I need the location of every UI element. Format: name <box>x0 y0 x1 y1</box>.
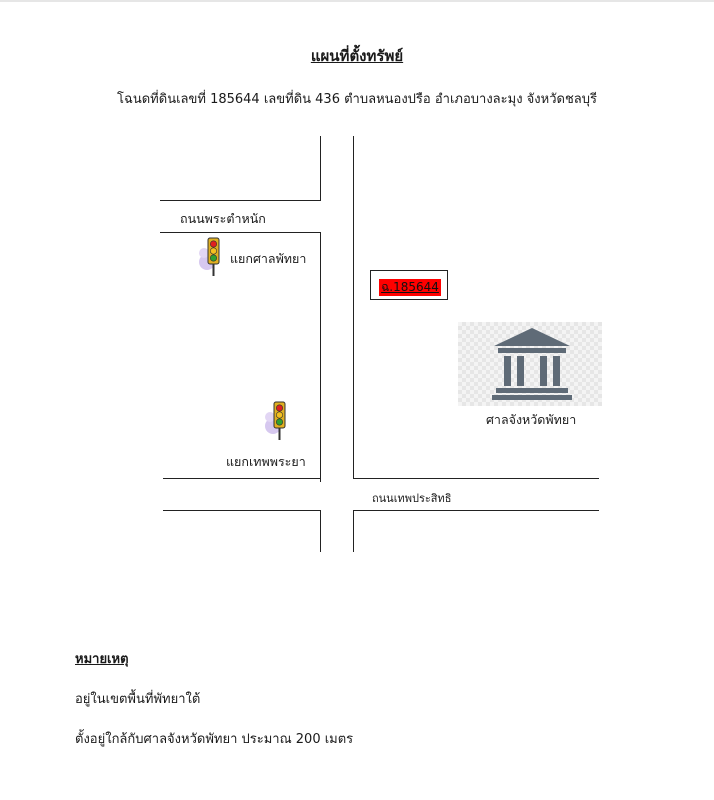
main-road-right-edge-lower <box>353 510 354 552</box>
thep-prasit-road-bottom-left <box>163 510 321 511</box>
deed-description: โฉนดที่ดินเลขที่ 185644 เลขที่ดิน 436 ตำบลหนองปรือ อำเภอบางละมุง จังหวัดชลบุรี <box>117 92 597 107</box>
junction-label-san-pattaya: แยกศาลพัทยา <box>230 251 307 266</box>
junction-label-thep-phraya: แยกเทพพระยา <box>226 454 306 469</box>
traffic-light-icon <box>264 400 294 442</box>
road-label-phra-tamnak: ถนนพระตำหนัก <box>180 211 266 226</box>
main-road-left-edge-upper <box>320 136 321 200</box>
land-plot-label: ฉ.185644 <box>379 279 441 296</box>
thep-prasit-road-bottom-right <box>353 510 599 511</box>
road-label-thep-prasit: ถนนเทพประสิทธิ <box>372 492 452 505</box>
phra-tamnak-road-top-edge <box>160 200 321 201</box>
traffic-light-icon <box>198 236 228 278</box>
phra-tamnak-road-bottom-edge <box>160 232 321 233</box>
main-road-right-edge-upper <box>353 136 354 478</box>
main-road-left-edge-middle <box>320 232 321 482</box>
thep-prasit-road-top-right <box>353 478 599 479</box>
note-line-distance: ตั้งอยู่ใกล้กับศาลจังหวัดพัทยา ประมาณ 200 เมตร <box>75 732 354 747</box>
main-road-left-edge-lower <box>320 510 321 552</box>
thep-prasit-road-top-left <box>163 478 321 479</box>
note-line-location: อยู่ในเขตพื้นที่พัทยาใต้ <box>75 692 201 707</box>
land-plot-marker <box>370 270 448 300</box>
court-building-icon <box>492 326 572 402</box>
page-title: แผนที่ตั้งทรัพย์ <box>310 47 404 65</box>
court-label: ศาลจังหวัดพัทยา <box>486 412 577 427</box>
notes-heading: หมายเหตุ <box>75 652 129 667</box>
